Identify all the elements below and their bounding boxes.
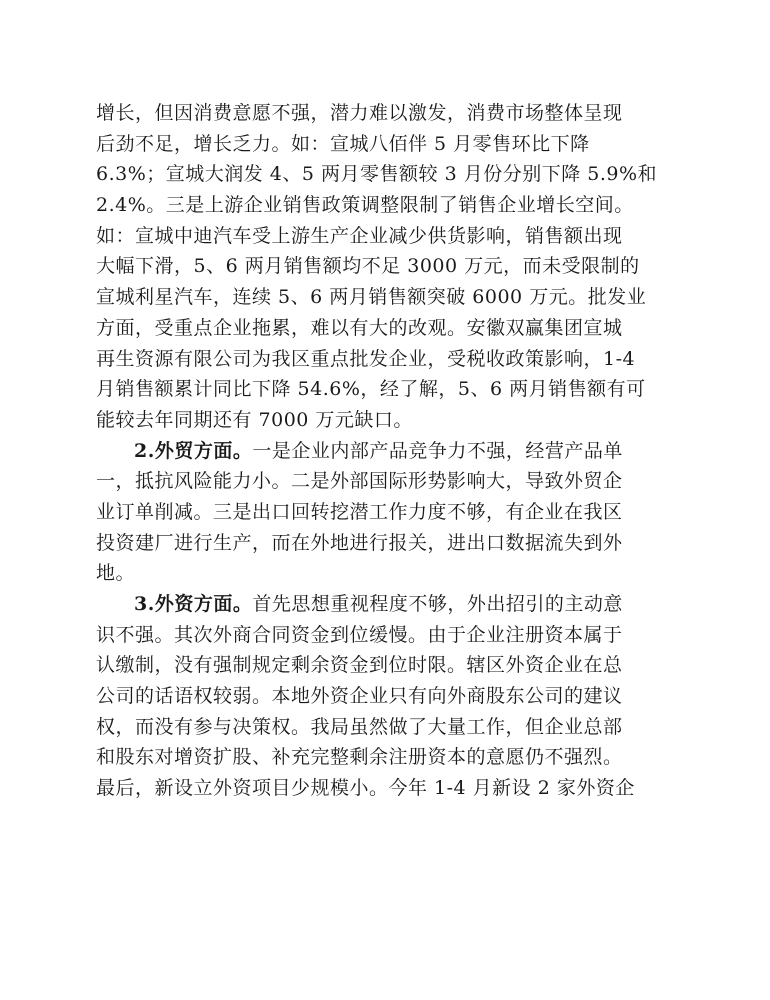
text-line: 认缴制，没有强制规定剩余资金到位时限。辖区外资企业在总	[96, 654, 623, 677]
text-line: 一，抵抗风险能力小。二是外部国际形势影响大，导致外贸企	[96, 470, 623, 493]
text-line: 再生资源有限公司为我区重点批发企业，受税收政策影响，1-4	[96, 347, 636, 370]
text-line: 地。	[96, 562, 136, 585]
paragraph-retail	[96, 98, 666, 436]
text-line: 权，而没有参与决策权。我局虽然做了大量工作，但企业总部	[96, 715, 623, 738]
text-line: 2.4%。三是上游企业销售政策调整限制了销售企业增长空间。	[96, 194, 634, 217]
document-body	[96, 98, 666, 804]
text-line	[96, 589, 666, 620]
paragraph-foreign-investment	[96, 589, 666, 804]
section-heading-foreign-investment: 3.外资方面。	[134, 593, 253, 615]
text-line: 大幅下滑，5、6 两月销售额均不足 3000 万元，而未受限制的	[96, 255, 640, 278]
text-line: 6.3%；宣城大润发 4、5 两月零售额较 3 月份分别下降 5.9%和	[96, 163, 658, 186]
paragraph-foreign-trade	[96, 436, 666, 589]
text-fragment: 首先思想重视程度不够，外出招引的主动意	[252, 593, 623, 615]
text-line: 公司的话语权较弱。本地外资企业只有向外商股东公司的建议	[96, 685, 623, 708]
text-line: 如：宣城中迪汽车受上游生产企业减少供货影响，销售额出现	[96, 224, 623, 247]
text-line: 后劲不足，增长乏力。如：宣城八佰伴 5 月零售环比下降	[96, 132, 590, 155]
text-line: 识不强。其次外商合同资金到位缓慢。由于企业注册资本属于	[96, 623, 623, 646]
text-line	[96, 436, 666, 467]
text-line: 业订单削减。三是出口回转挖潜工作力度不够，有企业在我区	[96, 500, 623, 523]
text-line: 能较去年同期还有 7000 万元缺口。	[96, 408, 413, 431]
text-fragment: 一是企业内部产品竞争力不强，经营产品单	[252, 439, 623, 462]
text-line: 最后，新设立外资项目少规模小。今年 1-4 月新设 2 家外资企	[96, 777, 635, 800]
text-line: 月销售额累计同比下降 54.6%，经了解，5、6 两月销售额有可	[96, 378, 646, 401]
section-heading-foreign-trade: 2.外贸方面。	[134, 439, 253, 462]
text-line: 方面，受重点企业拖累，难以有大的改观。安徽双赢集团宣城	[96, 316, 623, 339]
text-line: 和股东对增资扩股、补充完整剩余注册资本的意愿仍不强烈。	[96, 746, 623, 769]
text-line: 增长，但因消费意愿不强，潜力难以激发，消费市场整体呈现	[96, 102, 623, 124]
text-line: 投资建厂进行生产，而在外地进行报关，进出口数据流失到外	[96, 531, 623, 554]
text-line: 宣城利星汽车，连续 5、6 两月销售额突破 6000 万元。批发业	[96, 286, 647, 309]
